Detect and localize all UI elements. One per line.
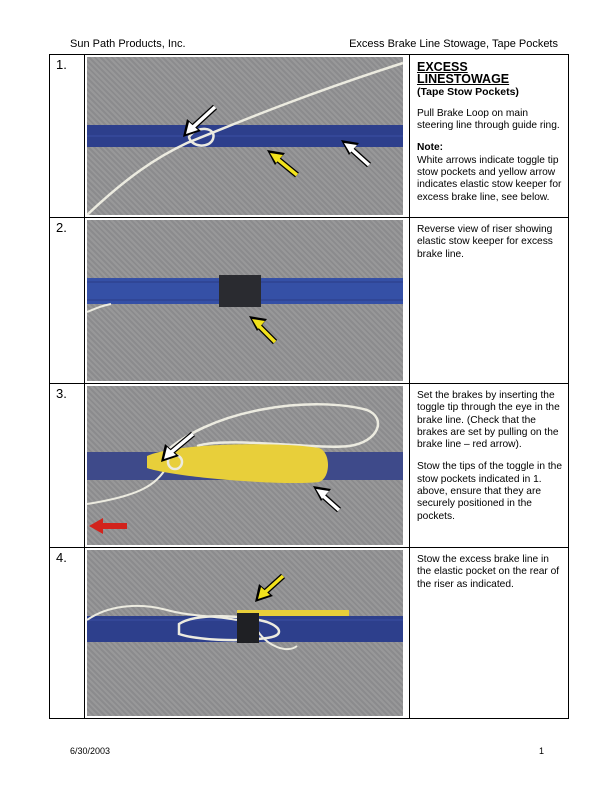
photo-riser-front <box>87 57 403 215</box>
yellow-arrow <box>267 150 297 175</box>
white-arrow <box>313 486 339 510</box>
step-text: Reverse view of riser showing elastic stow keeper for excess brake line. <box>417 224 553 260</box>
photo-riser-reverse <box>87 220 403 381</box>
step-text: Stow the excess brake line in the elastic pocket on the rear of the riser as indicated. <box>417 554 560 590</box>
yellow-arrow <box>249 316 275 342</box>
footer-date: 6/30/2003 <box>70 746 111 756</box>
step-number: 1. <box>50 55 85 218</box>
note-label: Note: <box>417 142 444 154</box>
note-text: White arrows indicate toggle tip stow pockets and yellow arrow indicates elastic stow keeper for excess brake line, see below. <box>417 154 562 203</box>
step-row-2 <box>50 218 569 384</box>
yellow-arrow <box>255 576 283 602</box>
red-arrow <box>89 518 127 534</box>
header-doc-title: Excess Brake Line Stowage, Tape Pockets <box>349 38 558 50</box>
step-number: 4. <box>50 548 85 719</box>
step-number: 2. <box>50 218 85 384</box>
brake-line <box>87 304 111 312</box>
elastic-keeper <box>219 275 261 307</box>
step-number: 3. <box>50 384 85 548</box>
section-title: EXCESS LINESTOWAGE <box>417 60 510 87</box>
photo-excess-stowed <box>87 550 403 716</box>
step-row-3 <box>50 384 569 548</box>
step-text: Pull Brake Loop on main steering line through guide ring. <box>417 107 560 132</box>
step-text: Set the brakes by inserting the toggle tip through the eye in the brake line. (Check that the brakes are set by pulling on the brake line – red arrow). <box>417 390 560 451</box>
header-company: Sun Path Products, Inc. <box>70 38 186 50</box>
section-subtitle: (Tape Stow Pockets) <box>417 85 519 98</box>
elastic-keeper <box>237 613 259 643</box>
step-row-4 <box>50 548 569 719</box>
steps-table <box>49 54 569 719</box>
photo-toggle-set <box>87 386 403 545</box>
step-row-1 <box>50 55 569 218</box>
footer-page-number: 1 <box>539 746 545 756</box>
step-text-2: Stow the tips of the toggle in the stow pockets indicated in 1. above, ensure that they are securely positioned in the pockets. <box>417 461 562 522</box>
